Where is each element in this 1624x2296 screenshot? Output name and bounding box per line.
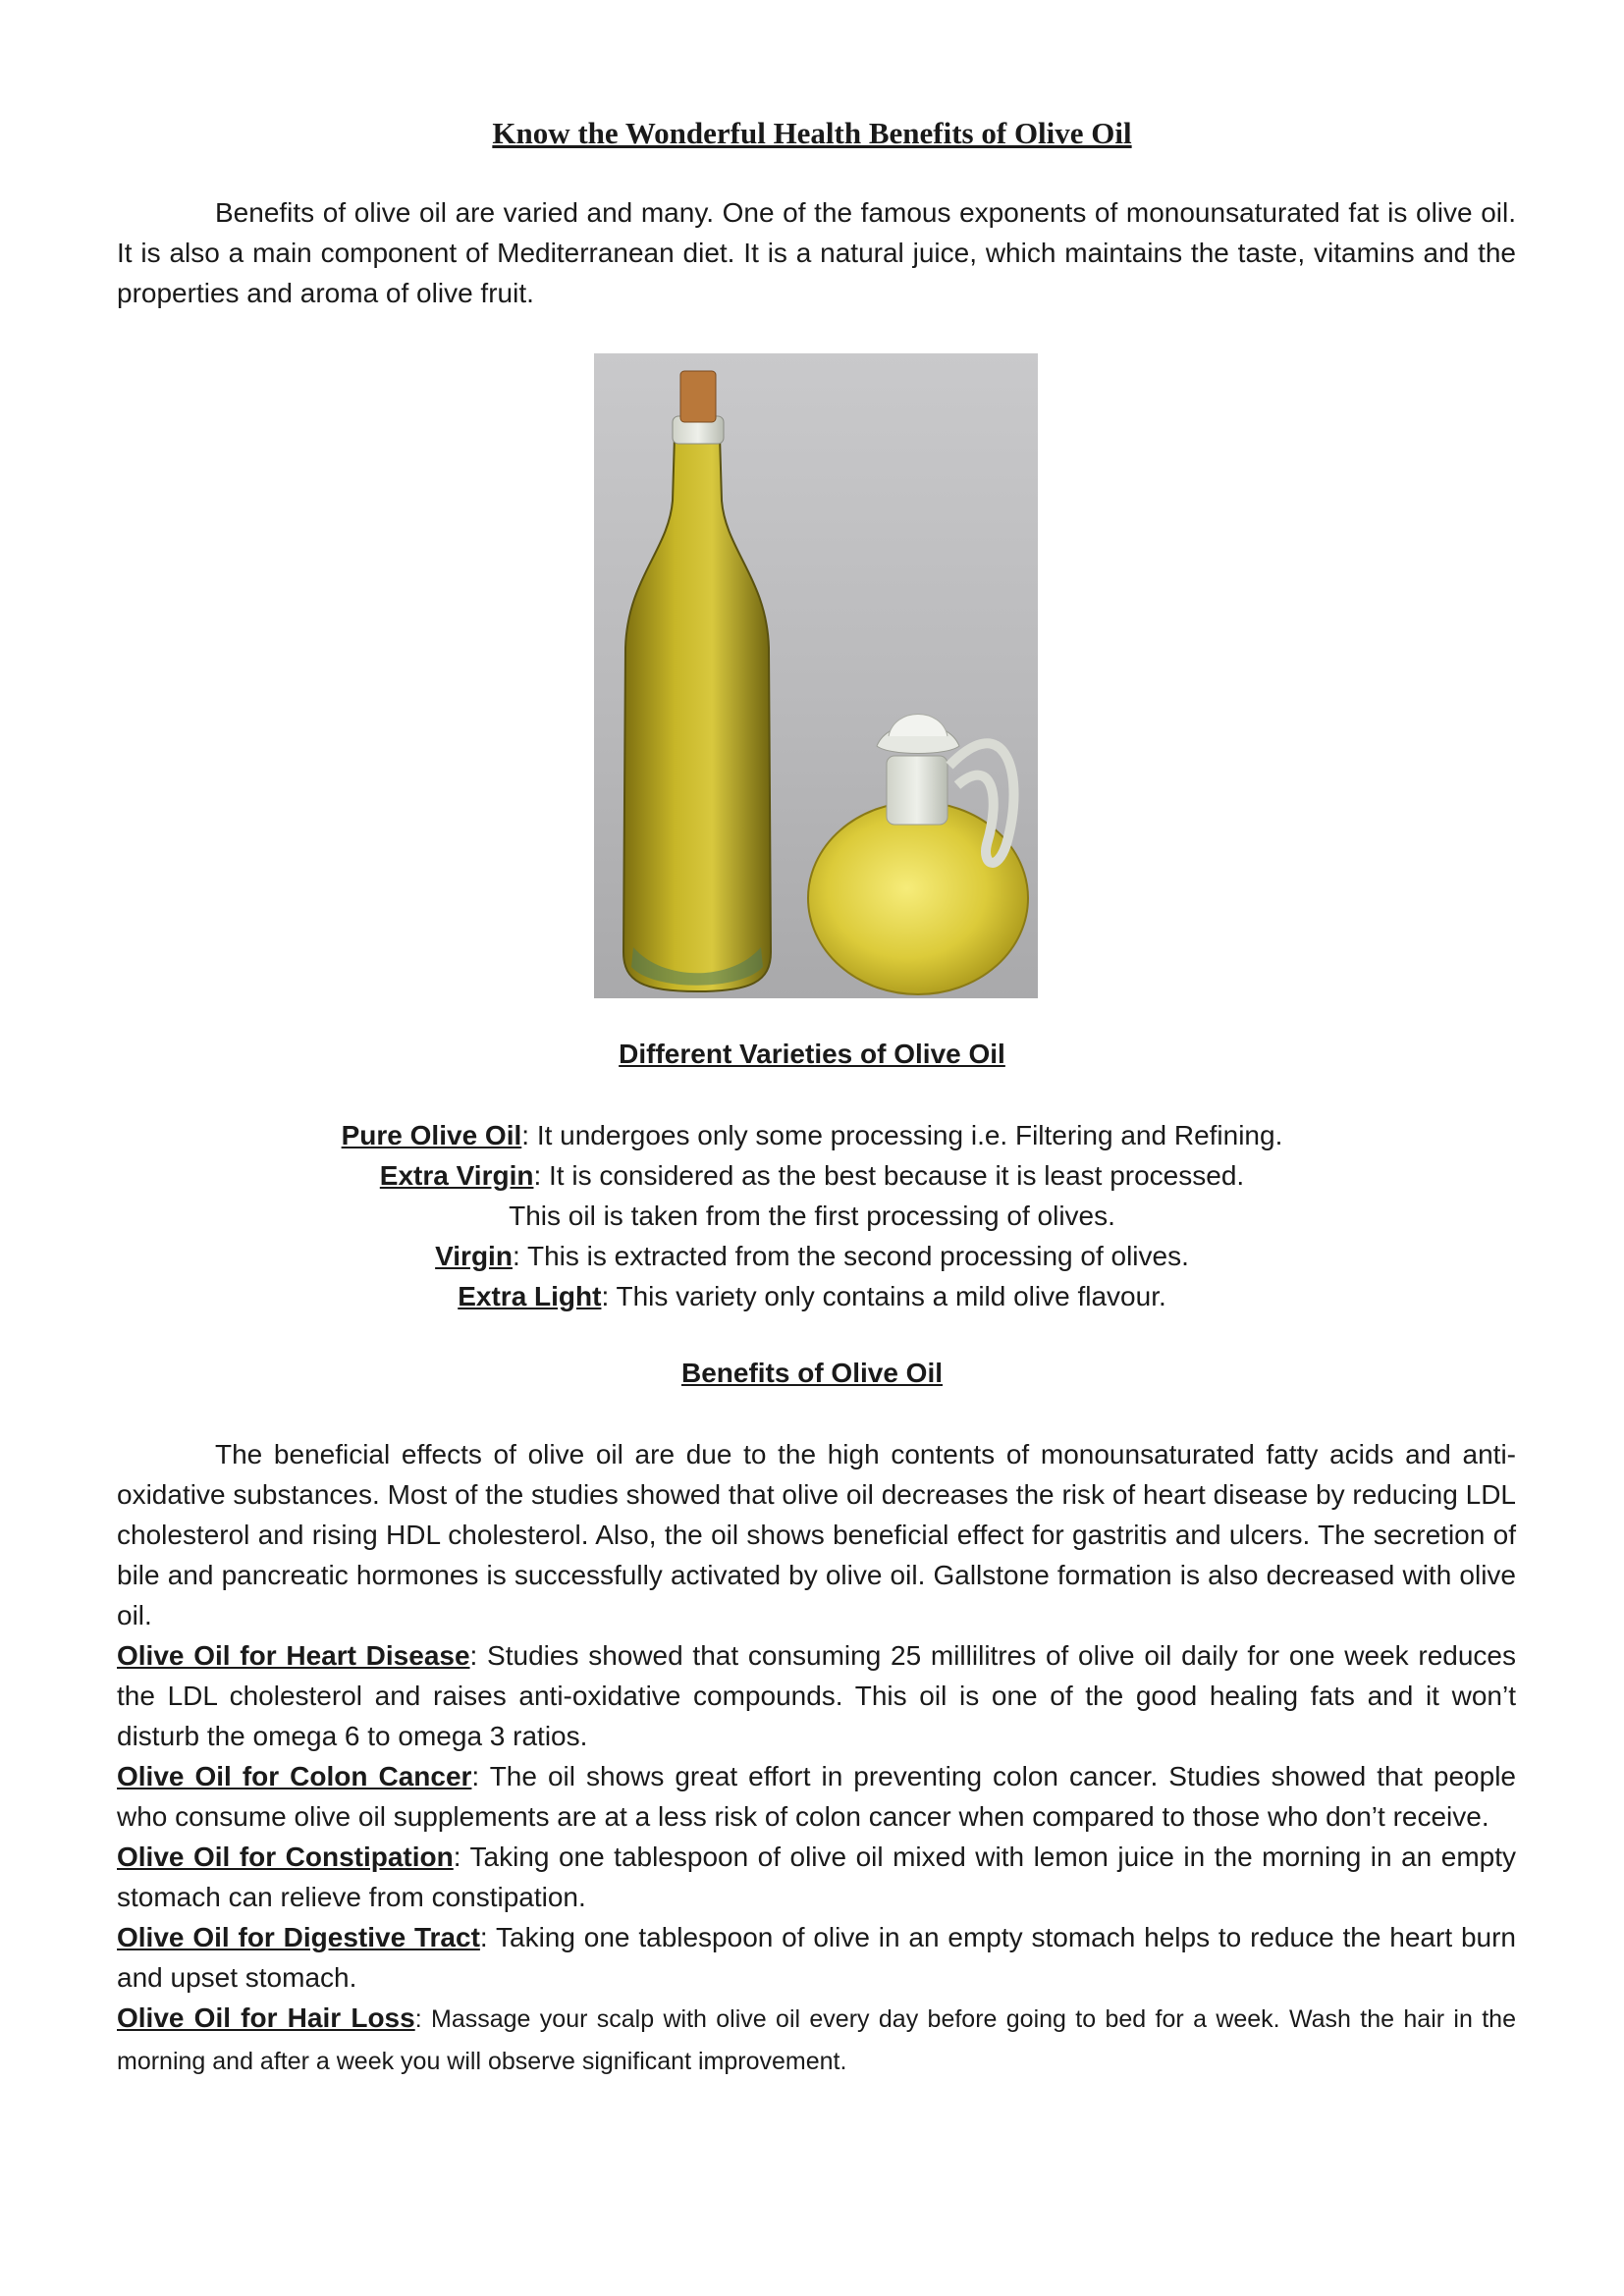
variety-term: Virgin xyxy=(435,1241,513,1271)
benefit-text: : The oil shows great effort in preventing colon cancer. Studies showed that people who consume olive oil supplements are at a less risk of colon cancer when compared to those who don’t receive. xyxy=(117,1761,1516,1832)
variety-term: Extra Light xyxy=(458,1281,602,1311)
benefit-text: : Studies showed that consuming 25 millilitres of olive oil daily for one week reduces the LDL cholesterol and raises anti-oxidative compounds. This oil is one of the good healing fats and it won’t disturb the omega 6 to omega 3 ratios. xyxy=(117,1640,1517,1751)
variety-text: : This is extracted from the second processing of olives. xyxy=(512,1241,1189,1271)
variety-term: Extra Virgin xyxy=(379,1160,534,1191)
benefit-colon-cancer xyxy=(117,1756,1516,1837)
benefits-list xyxy=(117,1635,1516,2082)
benefit-text: : Taking one tablespoon of olive in an empty stomach helps to reduce the heart burn and upset stomach. xyxy=(117,1922,1516,1993)
benefits-intro-paragraph: The beneficial effects of olive oil are due to the high contents of monounsaturated fatty acids and anti-oxidative substances. Most of the studies showed that olive oil decreases the risk of heart disease by reducing LDL cholesterol and rising HDL cholesterol. Also, the oil shows beneficial effect for gastritis and ulcers. The secretion of bile and pancreatic hormones is successfully activated by olive oil. Gallstone formation is also decreased with olive oil. xyxy=(117,1439,1516,1630)
variety-text: This oil is taken from the first processing of olives. xyxy=(509,1201,1115,1231)
benefit-term: Olive Oil for Hair Loss xyxy=(117,2002,415,2033)
benefit-term: Olive Oil for Digestive Tract xyxy=(117,1922,480,1952)
benefit-term: Olive Oil for Heart Disease xyxy=(117,1640,470,1671)
variety-text: : This variety only contains a mild olive flavour. xyxy=(601,1281,1166,1311)
benefit-term: Olive Oil for Colon Cancer xyxy=(117,1761,472,1791)
benefit-digestive-tract xyxy=(117,1917,1516,1998)
variety-virgin xyxy=(0,1236,1624,1276)
variety-text: : It is considered as the best because it is least processed. xyxy=(533,1160,1245,1191)
benefit-text: : Taking one tablespoon of olive oil mixed with lemon juice in the morning in an empty stomach can relieve from constipation. xyxy=(117,1842,1516,1912)
variety-extra-virgin-note xyxy=(0,1196,1624,1236)
benefit-text: : Massage your scalp with olive oil every day before going to bed for a week. Wash the hair in the morning and after a week you will observe significant improvement. xyxy=(117,2005,1516,2075)
variety-extra-light xyxy=(0,1276,1624,1316)
benefits-heading: Benefits of Olive Oil xyxy=(680,1358,944,1388)
benefit-term: Olive Oil for Constipation xyxy=(117,1842,454,1872)
variety-pure-olive-oil xyxy=(0,1115,1624,1155)
variety-text: : It undergoes only some processing i.e. Filtering and Refining. xyxy=(521,1120,1283,1150)
benefit-heart-disease xyxy=(117,1635,1516,1756)
olive-oil-bottles-photo xyxy=(594,353,1038,998)
benefit-hair-loss xyxy=(117,1998,1516,2082)
variety-term: Pure Olive Oil xyxy=(341,1120,522,1150)
benefit-constipation xyxy=(117,1837,1516,1917)
page-title: Know the Wonderful Health Benefits of Olive Oil xyxy=(492,116,1132,150)
intro-paragraph: Benefits of olive oil are varied and many. One of the famous exponents of monounsaturated fat is olive oil. It is also a main component of Mediterranean diet. It is a natural juice, which maintains the taste, vitamins and the properties and aroma of olive fruit. xyxy=(117,197,1516,308)
varieties-heading: Different Varieties of Olive Oil xyxy=(619,1039,1005,1069)
varieties-list xyxy=(0,1115,1624,1316)
variety-extra-virgin xyxy=(0,1155,1624,1196)
